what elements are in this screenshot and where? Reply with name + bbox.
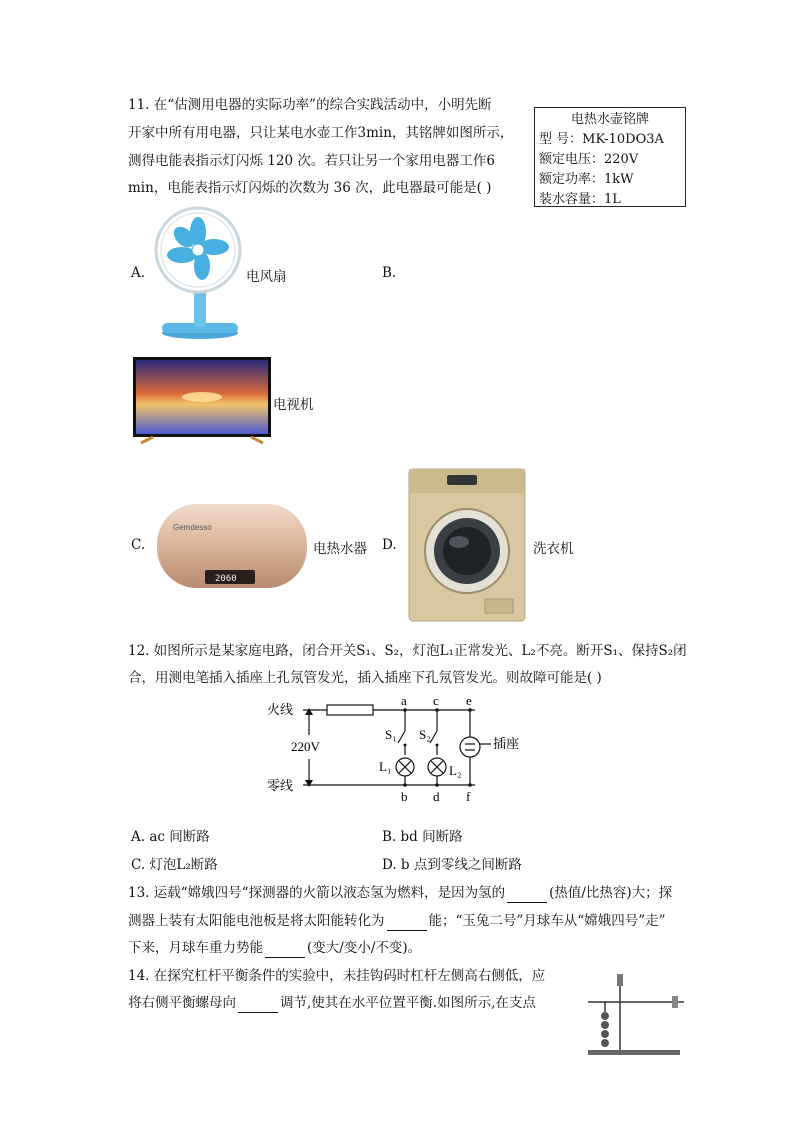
q12-line-1: 12. 如图所示是某家庭电路，闭合开关S₁、S₂，灯泡L₁正常发光、L₂不亮。断开S₁、保持S₂闭: [128, 643, 687, 659]
q11-line-3: 测得电能表指示灯闪烁 120 次。若只让另一个家用电器工作6: [128, 153, 495, 169]
neutral-wire-label: 零线: [267, 778, 294, 793]
option-b-label: 电视机: [273, 397, 314, 413]
node-c: c: [433, 693, 439, 708]
q13-line-3-a: 下来，月球车重力势能: [128, 940, 263, 956]
q13-line-1: [128, 883, 672, 903]
q13-line-2-b: 能；“玉兔二号”月球车从“嫦娥四号”走”: [428, 913, 666, 929]
nameplate-capacity: 装水容量：1L: [539, 192, 621, 207]
q14-blank-1[interactable]: [238, 998, 278, 1013]
q11-line-2: 开家中所有用电器，只让某电水壶工作3min，其铭牌如图所示，: [128, 125, 514, 141]
option-b-letter: B.: [382, 265, 397, 281]
q12-option-d: D. b 点到零线之间断路: [382, 857, 522, 873]
q14-line-1: 14. 在探究杠杆平衡条件的实验中，未挂钩码时杠杆左侧高右侧低，应: [128, 968, 546, 984]
node-a: a: [401, 693, 407, 708]
q13-blank-1[interactable]: [507, 888, 547, 903]
option-a-letter: A.: [131, 265, 146, 281]
q12-option-c: C. 灯泡L₂断路: [131, 857, 218, 873]
lamp-l2-label: L₂: [449, 763, 462, 778]
television-image: [133, 357, 271, 447]
voltage-label: 220V: [291, 739, 320, 754]
q13-blank-2[interactable]: [387, 916, 427, 931]
live-wire-label: 火线: [267, 702, 294, 717]
switch-s2-label: S₂: [419, 727, 431, 742]
q12-option-b: B. bd 间断路: [382, 829, 463, 845]
water-heater-image: [155, 502, 310, 592]
q13-line-1-b: (热值/比热容)大；探: [549, 885, 673, 901]
option-c-label: 电热水器: [313, 541, 367, 557]
q14-line-2-b: 调节,使其在水平位置平衡.如图所示,在支点: [280, 995, 536, 1011]
option-c-letter: C.: [131, 537, 146, 553]
washing-machine-image: [407, 467, 527, 625]
q14-line-2: [128, 993, 536, 1013]
q13-line-2: [128, 911, 666, 931]
option-d-letter: D.: [382, 537, 397, 553]
nameplate-power: 额定功率：1kW: [539, 172, 634, 187]
q14-line-2-a: 将右侧平衡螺母向: [128, 995, 236, 1011]
switch-s1-label: S₁: [385, 727, 397, 742]
q12-line-2: 合，用测电笔插入插座上孔氖管发光，插入插座下孔氖管发光。则故障可能是( ): [128, 670, 602, 686]
electric-fan-image: [150, 205, 245, 340]
heater-brand: Gemdesso: [173, 523, 212, 532]
heater-display: 2060: [215, 574, 237, 584]
node-e: e: [466, 693, 472, 708]
q13-blank-3[interactable]: [265, 943, 305, 958]
q11-line-4: min，电能表指示灯闪烁的次数为 36 次，此电器最可能是( ): [128, 180, 492, 196]
household-circuit-diagram: [265, 693, 540, 805]
kettle-nameplate: [534, 107, 686, 207]
q12-option-a: A. ac 间断路: [131, 829, 210, 845]
socket-label: 插座: [493, 736, 520, 751]
lever-apparatus-image: [580, 972, 690, 1057]
q13-line-3-b: (变大/变小/不变)。: [307, 940, 422, 956]
node-b: b: [401, 789, 408, 804]
nameplate-model: 型 号：MK-10DO3A: [539, 132, 664, 147]
q11-line-1: 11. 在“估测用电器的实际功率”的综合实践活动中，小明先断: [128, 97, 492, 113]
q13-line-2-a: 测器上装有太阳能电池板是将太阳能转化为: [128, 913, 385, 929]
lamp-l1-label: L₁: [379, 759, 392, 774]
node-d: d: [433, 789, 440, 804]
option-d-label: 洗衣机: [533, 541, 574, 557]
option-a-label: 电风扇: [246, 269, 287, 285]
nameplate-voltage: 额定电压：220V: [539, 152, 639, 167]
nameplate-title: 电热水壶铭牌: [570, 112, 649, 127]
q13-line-1-a: 13. 运载“嫦娥四号“探测器的火箭以液态氢为燃料，是因为氢的: [128, 885, 506, 901]
node-f: f: [466, 789, 471, 804]
q13-line-3: [128, 938, 421, 958]
